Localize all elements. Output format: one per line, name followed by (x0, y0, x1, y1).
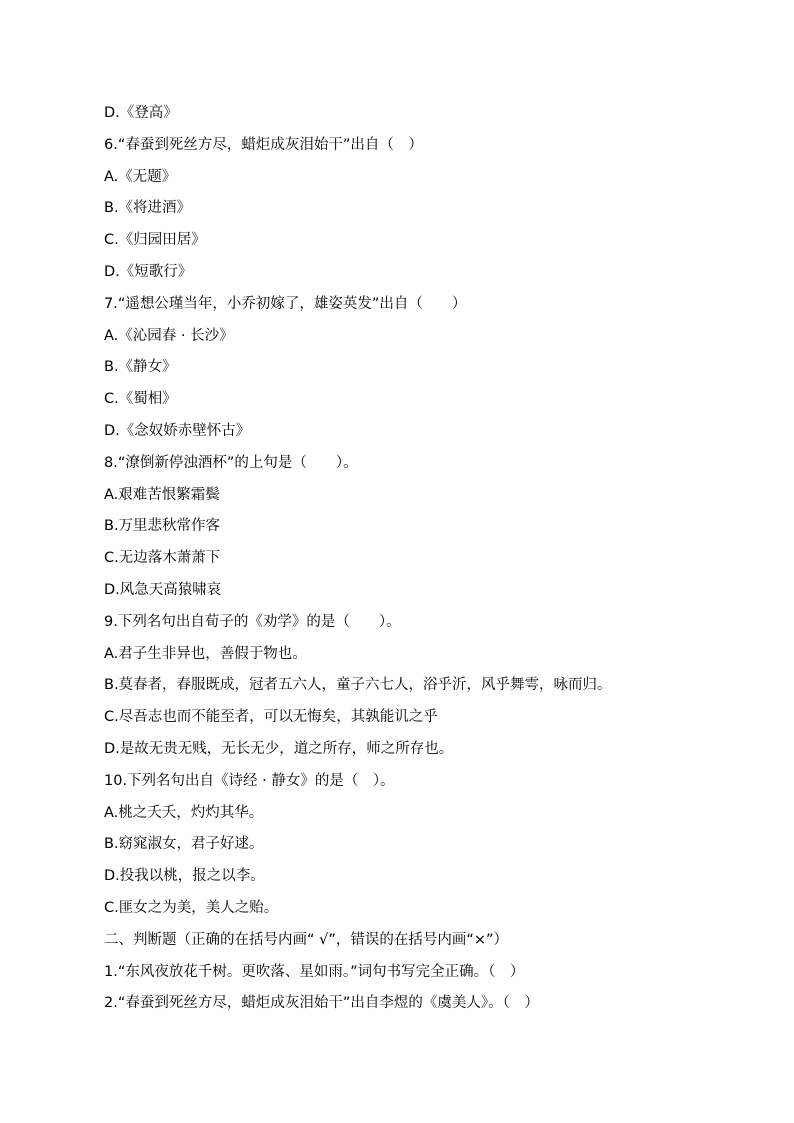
option-b-q9: B.莫春者，春服既成，冠者五六人，童子六七人，浴乎沂，风乎舞雩，咏而归。 (104, 677, 612, 694)
option-b-q8: B.万里悲秋常作客 (104, 518, 221, 535)
question-9: 9.下列名句出自荀子的《劝学》的是（ ）。 (104, 613, 401, 630)
option-a-q9: A.君子生非异也，善假于物也。 (104, 645, 307, 662)
option-a-q6: A.《无题》 (104, 168, 177, 185)
option-a-q7: A.《沁园春 · 长沙》 (104, 327, 234, 344)
judgment-question-1: 1.“东风夜放花千树。更吹落、星如雨。”词句书写完全正确。（ ） (104, 963, 525, 980)
question-10: 10.下列名句出自《诗经 · 静女》的是（ ）。 (104, 772, 395, 789)
option-a-q8: A.艰难苦恨繁霜鬓 (104, 486, 220, 503)
option-c-q10: C.匪女之为美，美人之贻。 (104, 899, 279, 916)
option-d-q8: D.风急天高猿啸哀 (104, 581, 222, 598)
question-7: 7.“遥想公瑾当年，小乔初嫁了，雄姿英发”出自（ ） (104, 295, 467, 312)
section-heading-judgment: 二、判断题（正确的在括号内画“ √”，错误的在括号内画“×”） (104, 931, 509, 948)
option-c-q6: C.《归园田居》 (104, 232, 206, 249)
option-a-q10: A.桃之夭夭，灼灼其华。 (104, 804, 264, 821)
option-d-q7: D.《念奴娇赤壁怀古》 (104, 422, 251, 439)
option-b-q10: B.窈窕淑女，君子好逑。 (104, 836, 264, 853)
question-8: 8.“潦倒新停浊酒杯”的上句是（ ）。 (104, 454, 358, 471)
option-c-q7: C.《蜀相》 (104, 391, 177, 408)
option-d-q6: D.《短歌行》 (104, 263, 193, 280)
option-d-q5: D.《登高》 (104, 105, 178, 121)
question-6: 6.“春蚕到死丝方尽，蜡炬成灰泪始干”出自（ ） (104, 136, 423, 153)
option-c-q8: C.无边落木萧萧下 (104, 550, 221, 567)
option-d-q9: D.是故无贵无贱，无长无少，道之所存，师之所存也。 (104, 740, 454, 757)
judgment-question-2: 2.“春蚕到死丝方尽，蜡炬成灰泪始干”出自李煜的《虞美人》。（ ） (104, 995, 539, 1012)
option-b-q6: B.《将进酒》 (104, 200, 192, 217)
option-b-q7: B.《静女》 (104, 359, 177, 376)
option-d-q10: D.投我以桃，报之以李。 (104, 868, 265, 885)
option-c-q9: C.尽吾志也而不能至者，可以无悔矣，其孰能讥之乎 (104, 709, 438, 726)
document-body (104, 98, 744, 1020)
